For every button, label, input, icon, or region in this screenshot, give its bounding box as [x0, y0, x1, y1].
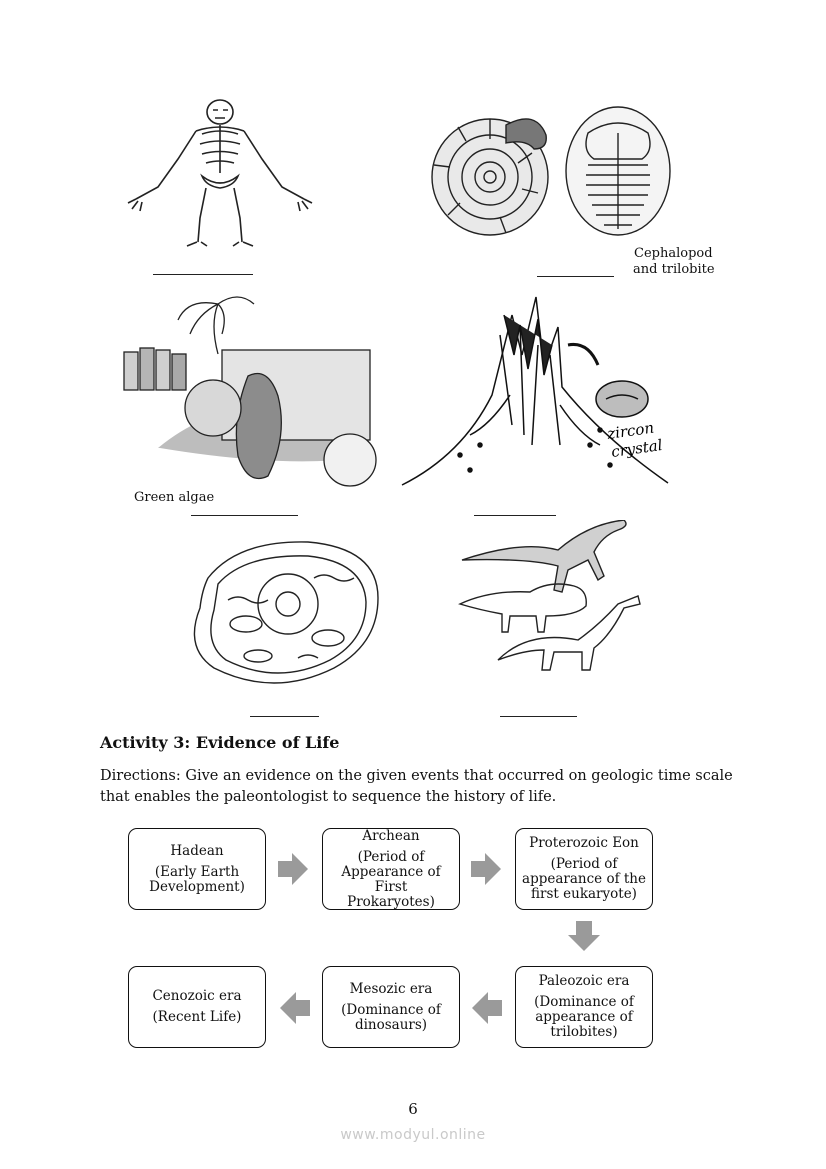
timeline-desc: (Period of appearance of the first eukaryote) — [522, 856, 646, 902]
timeline-title: Proterozoic Eon — [529, 835, 639, 851]
timeline-title: Archean — [362, 827, 420, 844]
cephalopod-caption: Cephalopod — [634, 246, 713, 261]
volcano-zircon-illustration — [400, 295, 672, 491]
page-number: 6 — [408, 1100, 418, 1118]
timeline-desc: (Recent Life) — [152, 1009, 242, 1025]
arrow-left-icon — [280, 992, 310, 1028]
answer-blank-6[interactable] — [500, 716, 577, 717]
crystal-label: crystal — [610, 435, 664, 461]
dinosaurs-illustration — [458, 520, 644, 688]
green-algae-illustration — [118, 296, 380, 492]
timeline-title: Hadean — [170, 842, 224, 859]
timeline-box-mesozoic — [322, 966, 460, 1048]
timeline-desc: (Dominance of dinosaurs) — [341, 1001, 441, 1033]
skeleton-illustration — [98, 98, 344, 248]
timeline-title: Mesozic era — [349, 980, 433, 997]
timeline-title: Cenozoic era — [152, 988, 242, 1004]
arrow-right-icon — [278, 853, 308, 889]
timeline-box-proterozoic — [515, 828, 653, 910]
timeline-desc: (Period of Appearance of First Prokaryotes) — [341, 848, 441, 910]
timeline-title: Paleozoic era — [538, 973, 630, 989]
answer-blank-5[interactable] — [250, 716, 319, 717]
arrow-left-icon — [472, 992, 502, 1028]
timeline-box-cenozoic — [128, 966, 266, 1048]
timeline-box-paleozoic — [515, 966, 653, 1048]
timeline-desc: (Dominance of appearance of trilobites) — [534, 994, 634, 1040]
watermark: www.modyul.online — [340, 1127, 486, 1143]
answer-blank-4[interactable] — [474, 515, 556, 516]
arrow-down-icon — [568, 921, 600, 955]
activity-heading: Activity 3: Evidence of Life — [100, 733, 340, 752]
eukaryotic-cell-illustration — [188, 538, 382, 690]
trilobite-caption: and trilobite — [633, 262, 715, 277]
answer-blank-1[interactable] — [153, 274, 253, 275]
green-algae-caption: Green algae — [134, 490, 215, 505]
timeline-box-archean — [322, 828, 460, 910]
answer-blank-2[interactable] — [537, 276, 614, 277]
arrow-right-icon — [471, 853, 501, 889]
zircon-label: zircon — [606, 418, 656, 443]
activity-directions: Directions: Give an evidence on the given events that occurred on geologic time scale that enables the paleontologist to sequence the history of life. — [100, 768, 733, 805]
timeline-desc: (Early Earth Development) — [149, 863, 245, 895]
cephalopod-trilobite-illustration — [428, 103, 710, 243]
timeline-box-hadean — [128, 828, 266, 910]
answer-blank-3[interactable] — [191, 515, 298, 516]
